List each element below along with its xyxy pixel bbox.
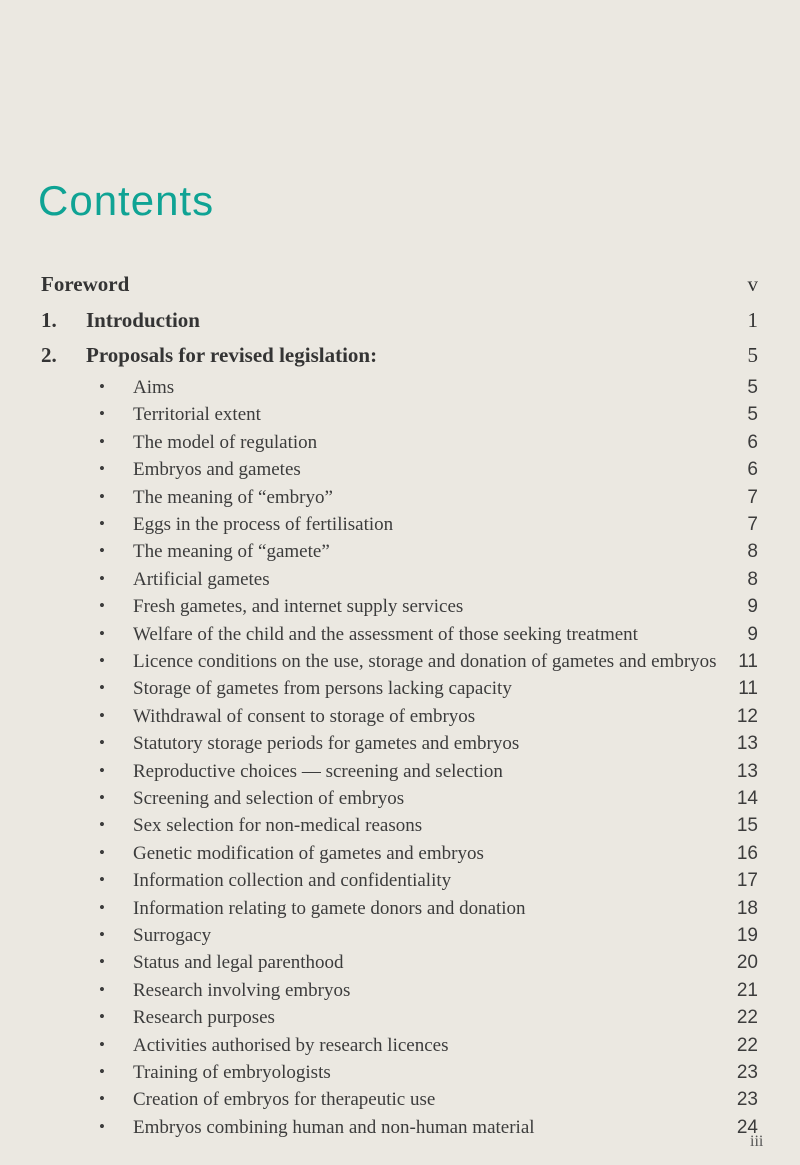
toc-entry-page: 19 (736, 925, 758, 946)
bullet-icon: • (99, 1035, 105, 1054)
toc-entry-label: Reproductive choices — screening and selection (133, 761, 503, 782)
toc-entry-label: Surrogacy (133, 925, 212, 946)
toc-section-foreword[interactable] (0, 272, 800, 302)
toc-entry-page: 15 (736, 815, 758, 836)
toc-entry-page: 20 (736, 952, 758, 973)
bullet-icon: • (99, 925, 105, 944)
toc-entry-label: Licence conditions on the use, storage and donation of gametes and embryos (133, 651, 717, 672)
toc-entry[interactable] (0, 843, 800, 869)
toc-entry-page: 13 (736, 761, 758, 782)
bullet-icon: • (99, 514, 105, 533)
toc-entry-page: 9 (747, 596, 758, 617)
bullet-icon: • (99, 651, 105, 670)
toc-entry[interactable] (0, 541, 800, 567)
toc-entry[interactable] (0, 980, 800, 1006)
toc-entry-page: 13 (736, 733, 758, 754)
toc-entry-page: 24 (736, 1117, 758, 1138)
bullet-icon: • (99, 952, 105, 971)
section-page: 5 (747, 343, 758, 367)
toc-entry[interactable] (0, 870, 800, 896)
toc-entry-page: 6 (747, 459, 758, 480)
bullet-icon: • (99, 432, 105, 451)
toc-entry-label: Welfare of the child and the assessment of those seeking treatment (133, 624, 638, 645)
bullet-icon: • (99, 569, 105, 588)
toc-entry-page: 17 (736, 870, 758, 891)
toc-entry-label: Embryos and gametes (133, 459, 301, 480)
bullet-icon: • (99, 541, 105, 560)
toc-entry[interactable] (0, 733, 800, 759)
section-page: v (747, 272, 758, 296)
toc-entry[interactable] (0, 377, 800, 403)
bullet-icon: • (99, 624, 105, 643)
toc-entry-label: Territorial extent (133, 404, 261, 425)
bullet-icon: • (99, 678, 105, 697)
toc-entry-label: Creation of embryos for therapeutic use (133, 1089, 436, 1110)
toc-entry-page: 12 (736, 706, 758, 727)
toc-entry-label: Research purposes (133, 1007, 275, 1028)
page-folio: iii (750, 1133, 764, 1150)
toc-entry-page: 14 (736, 788, 758, 809)
bullet-icon: • (99, 815, 105, 834)
toc-entry[interactable] (0, 596, 800, 622)
toc-entry-page: 18 (736, 898, 758, 919)
toc-entry-page: 11 (738, 678, 758, 699)
section-number: 1. (41, 308, 57, 332)
toc-entry-page: 5 (747, 404, 758, 425)
toc-entry[interactable] (0, 404, 800, 430)
toc-entry-label: Artificial gametes (133, 569, 270, 590)
toc-entry-label: Withdrawal of consent to storage of embryos (133, 706, 476, 727)
toc-section-introduction[interactable] (0, 308, 800, 338)
bullet-icon: • (99, 980, 105, 999)
bullet-icon: • (99, 459, 105, 478)
toc-entry[interactable] (0, 624, 800, 650)
toc-entry-label: Eggs in the process of fertilisation (133, 514, 394, 535)
toc-entry[interactable] (0, 651, 800, 677)
toc-entry-label: Status and legal parenthood (133, 952, 344, 973)
toc-entry[interactable] (0, 1117, 800, 1143)
toc-entry[interactable] (0, 761, 800, 787)
toc-entry-label: Sex selection for non-medical reasons (133, 815, 423, 836)
toc-entry-label: The meaning of “gamete” (133, 541, 330, 562)
bullet-icon: • (99, 377, 105, 396)
bullet-icon: • (99, 487, 105, 506)
bullet-icon: • (99, 596, 105, 615)
bullet-icon: • (99, 870, 105, 889)
toc-entry-label: Fresh gametes, and internet supply services (133, 596, 464, 617)
toc-entry[interactable] (0, 459, 800, 485)
toc-section-proposals[interactable] (0, 343, 800, 373)
toc-entry-page: 7 (747, 487, 758, 508)
toc-entry[interactable] (0, 487, 800, 513)
toc-entry-label: Activities authorised by research licences (133, 1035, 449, 1056)
bullet-icon: • (99, 1089, 105, 1108)
toc-entry-label: Information collection and confidentiality (133, 870, 452, 891)
toc-entry[interactable] (0, 569, 800, 595)
toc-entry-label: Information relating to gamete donors and donation (133, 898, 526, 919)
toc-entry[interactable] (0, 514, 800, 540)
bullet-icon: • (99, 1062, 105, 1081)
toc-entry-label: Embryos combining human and non-human material (133, 1117, 535, 1138)
toc-entry-page: 22 (736, 1007, 758, 1028)
section-label: Introduction (86, 308, 200, 332)
section-page: 1 (747, 308, 758, 332)
section-label: Foreword (41, 272, 130, 296)
toc-entry-page: 23 (736, 1062, 758, 1083)
bullet-icon: • (99, 706, 105, 725)
toc-entry-label: The meaning of “embryo” (133, 487, 333, 508)
page-title: Contents (38, 177, 215, 224)
toc-entry-page: 9 (747, 624, 758, 645)
toc-entry-page: 6 (747, 432, 758, 453)
toc-entry[interactable] (0, 706, 800, 732)
bullet-icon: • (99, 1117, 105, 1136)
toc-entry[interactable] (0, 1035, 800, 1061)
toc-entry-label: Aims (133, 377, 175, 398)
bullet-icon: • (99, 404, 105, 423)
bullet-icon: • (99, 1007, 105, 1026)
toc-entry[interactable] (0, 952, 800, 978)
toc-entry-label: Screening and selection of embryos (133, 788, 405, 809)
toc-entry-label: Training of embryologists (133, 1062, 331, 1083)
toc-entry-label: Genetic modification of gametes and embryos (133, 843, 484, 864)
bullet-icon: • (99, 788, 105, 807)
section-label: Proposals for revised legislation: (86, 343, 378, 367)
toc-entry-page: 8 (747, 541, 758, 562)
section-number: 2. (41, 343, 57, 367)
toc-entry-page: 23 (736, 1089, 758, 1110)
toc-entry[interactable] (0, 925, 800, 951)
bullet-icon: • (99, 761, 105, 780)
toc-entry[interactable] (0, 815, 800, 841)
toc-entry-label: The model of regulation (133, 432, 318, 453)
toc-entry[interactable] (0, 898, 800, 924)
toc-entry-page: 11 (738, 651, 758, 672)
toc-entry-page: 5 (747, 377, 758, 398)
toc-entry-page: 16 (736, 843, 758, 864)
bullet-icon: • (99, 733, 105, 752)
toc-entry-label: Storage of gametes from persons lacking capacity (133, 678, 512, 699)
toc-entry-label: Research involving embryos (133, 980, 351, 1001)
toc-entry[interactable] (0, 678, 800, 704)
toc-entry[interactable] (0, 432, 800, 458)
toc-entry-label: Statutory storage periods for gametes and embryos (133, 733, 520, 754)
toc-entry[interactable] (0, 788, 800, 814)
toc-entry[interactable] (0, 1062, 800, 1088)
toc-entry-page: 8 (747, 569, 758, 590)
toc-entry-page: 7 (747, 514, 758, 535)
bullet-icon: • (99, 843, 105, 862)
toc-entry[interactable] (0, 1089, 800, 1115)
toc-entry[interactable] (0, 1007, 800, 1033)
toc-entry-page: 21 (736, 980, 758, 1001)
bullet-icon: • (99, 898, 105, 917)
toc-entry-page: 22 (736, 1035, 758, 1056)
